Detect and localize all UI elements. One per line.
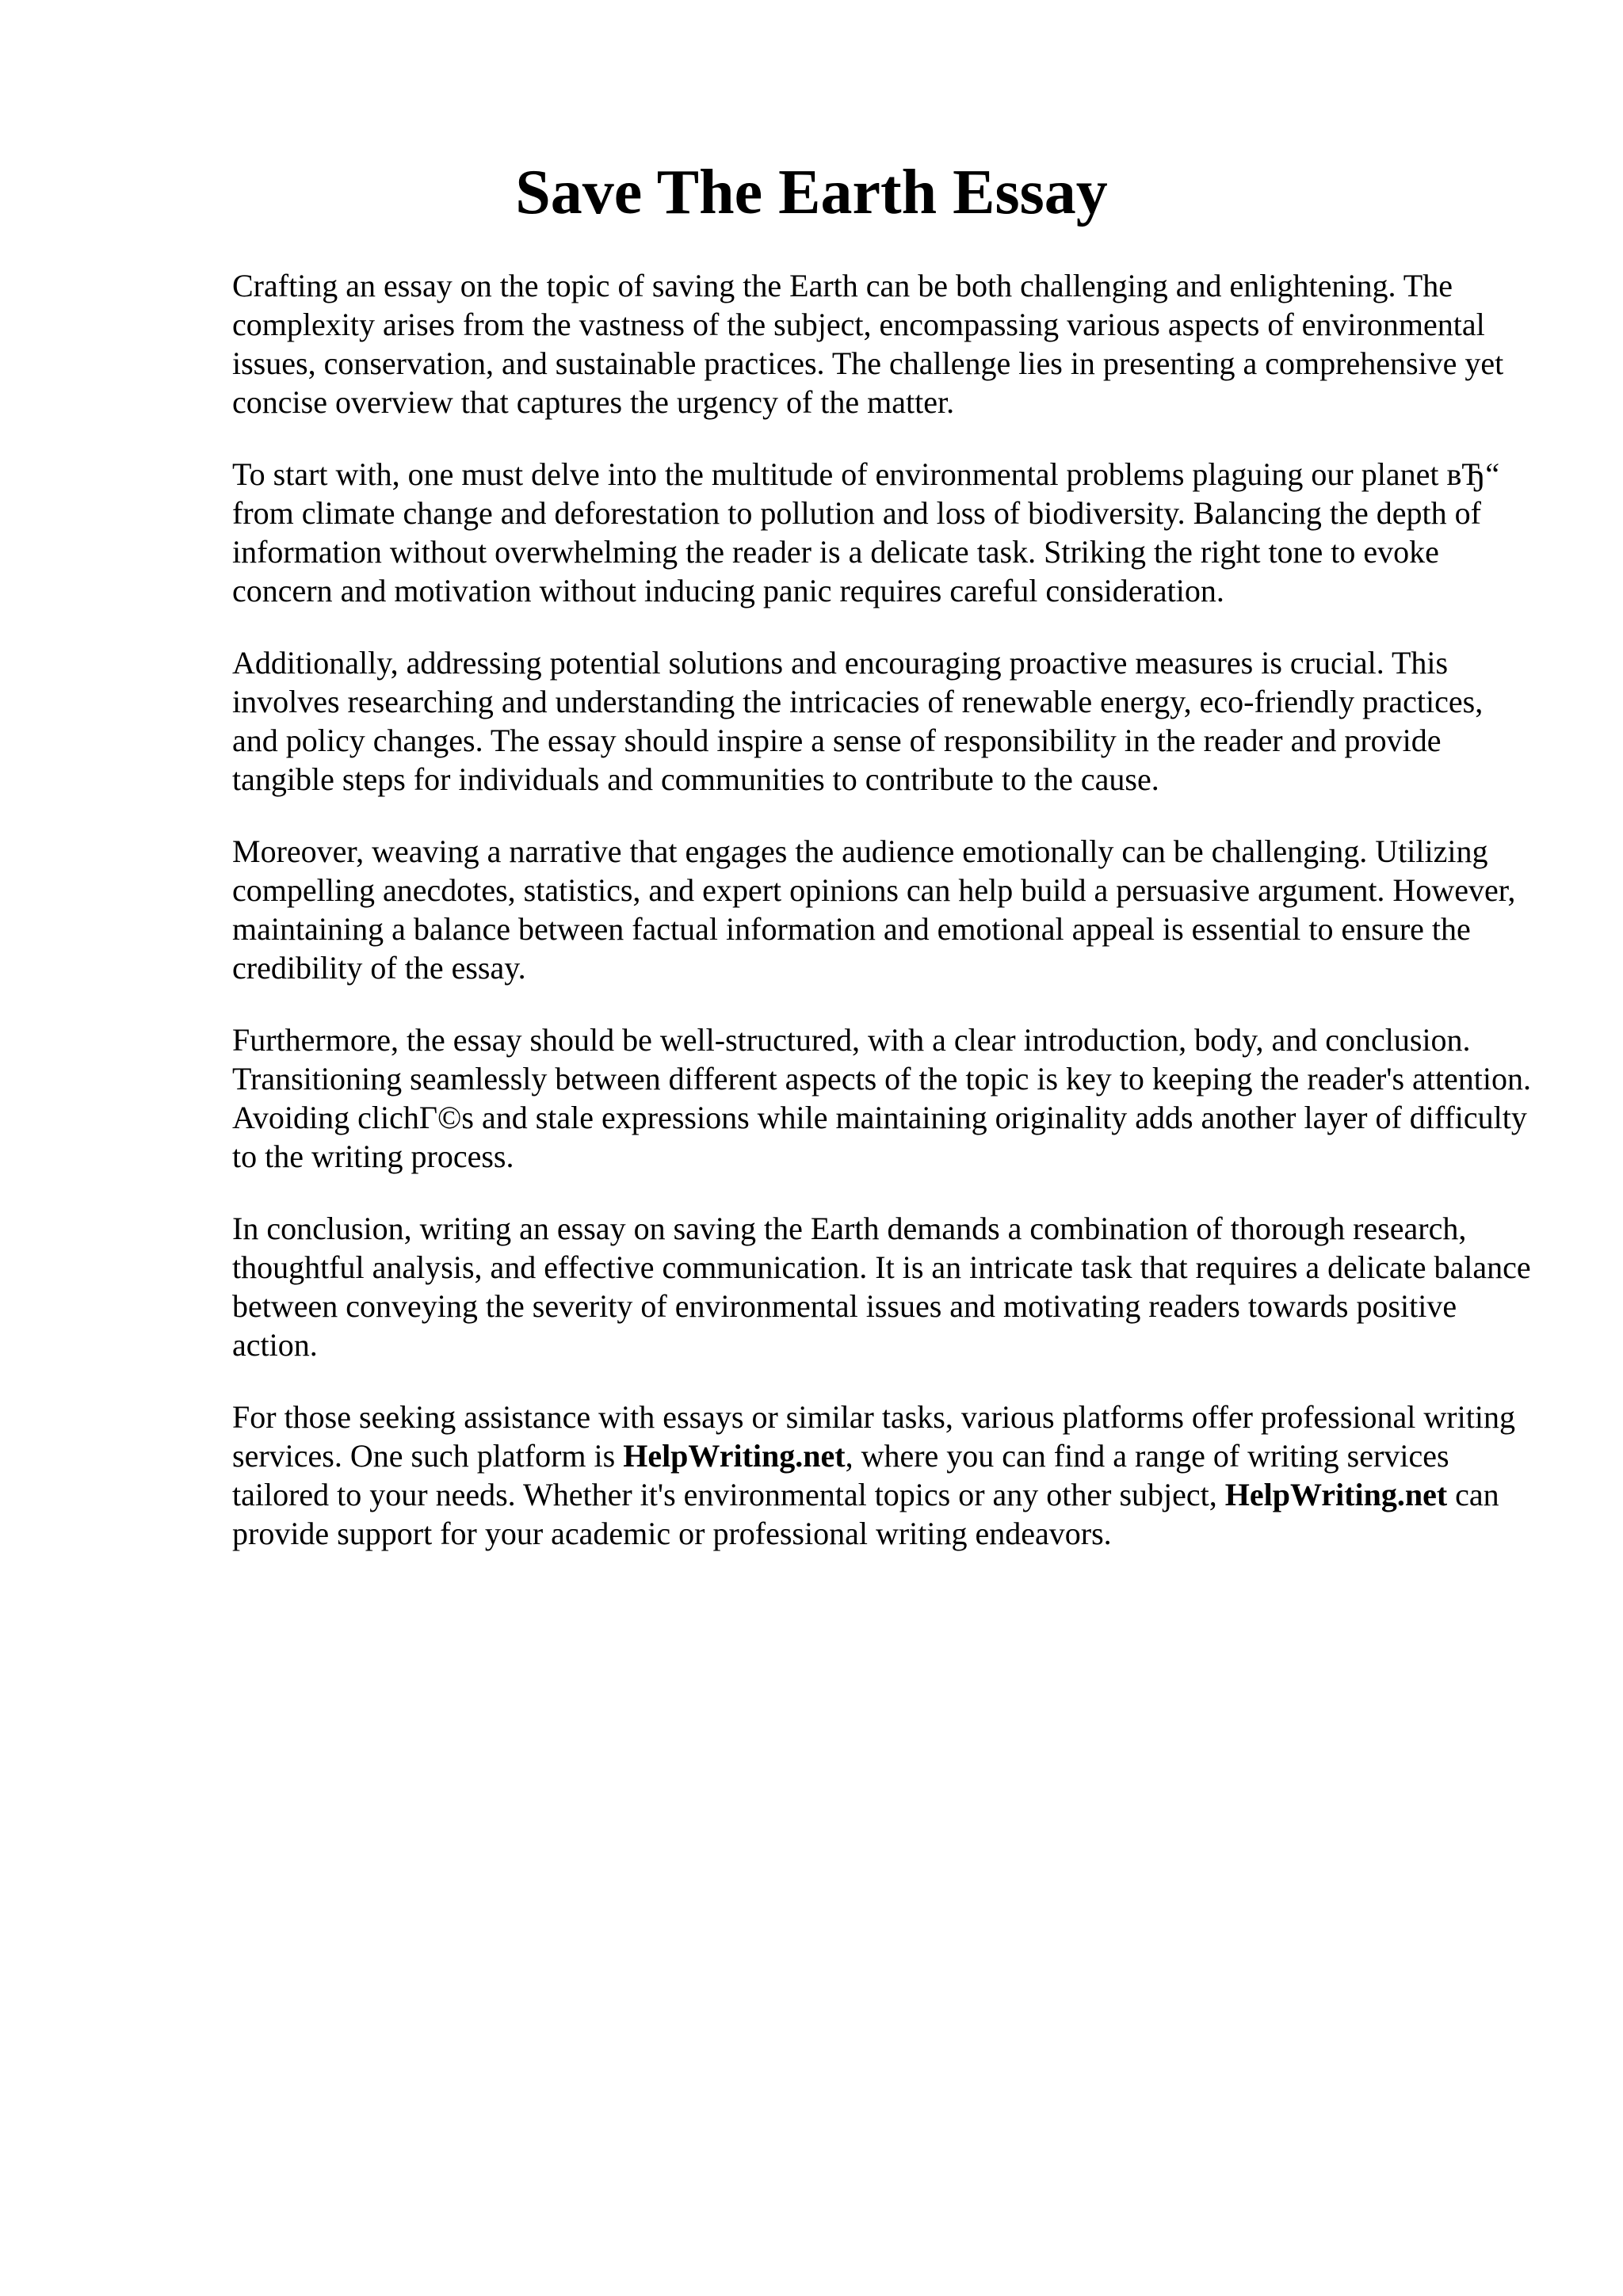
paragraph-1: Crafting an essay on the topic of saving the Earth can be both challenging and enlightening. The complexity arises from the vastness of the subject, encompassing various aspects of environmental issues, conservation, and sustainable practices. The challenge lies in presenting a comprehensive yet concise overview that captures the urgency of the matter. — [232, 268, 1504, 420]
paragraph-6: In conclusion, writing an essay on saving the Earth demands a combination of thorough research, thoughtful analysis, and effective communication. It is an intricate task that requires a delicate balance between conveying the severity of environmental issues and motivating readers towards positive action. — [232, 1211, 1531, 1363]
helpwriting-brand-2: HelpWriting.net — [1224, 1477, 1448, 1512]
paragraph-7-text-2: , where you can find a range of writing services tailored to your needs. Whether it's environmental topics or any other subject, — [232, 1438, 1449, 1512]
document-title: Save The Earth Essay — [515, 158, 1108, 227]
paragraph-7-text-3: can provide support for your academic or professional writing endeavors. — [232, 1477, 1499, 1551]
helpwriting-brand-1: HelpWriting.net — [623, 1438, 846, 1474]
paragraph-7 — [232, 1398, 1532, 1553]
paragraph-3: Additionally, addressing potential solutions and encouraging proactive measures is crucial. This involves researching and understanding the intricacies of renewable energy, eco-friendly practices, and policy changes. The essay should inspire a sense of responsibility in the reader and provide tangible steps for individuals and communities to contribute to the cause. — [232, 645, 1484, 797]
paragraph-5: Furthermore, the essay should be well-structured, with a clear introduction, body, and conclusion. Transitioning seamlessly between different aspects of the topic is key to keeping the reader's attention. Avoiding clichГ©s and stale expressions while maintaining originality adds another layer of difficulty to the writing process. — [232, 1022, 1532, 1174]
paragraph-2: To start with, one must delve into the multitude of environmental problems plaguing our planet вЂ“ from climate change and deforestation to pollution and loss of biodiversity. Balancing the depth of information without overwhelming the reader is a delicate task. Striking the right tone to evoke concern and motivation without inducing panic requires careful consideration. — [232, 456, 1500, 608]
paragraph-4: Moreover, weaving a narrative that engages the audience emotionally can be challenging. Utilizing compelling anecdotes, statistics, and expert opinions can help build a persuasive argument. However, maintaining a balance between factual information and emotional appeal is essential to ensure the credibility of the essay. — [232, 833, 1516, 986]
document-body — [232, 266, 1532, 1553]
paragraph-7-text-1: For those seeking assistance with essays or similar tasks, various platforms offer professional writing services. One such platform is — [232, 1399, 1515, 1474]
